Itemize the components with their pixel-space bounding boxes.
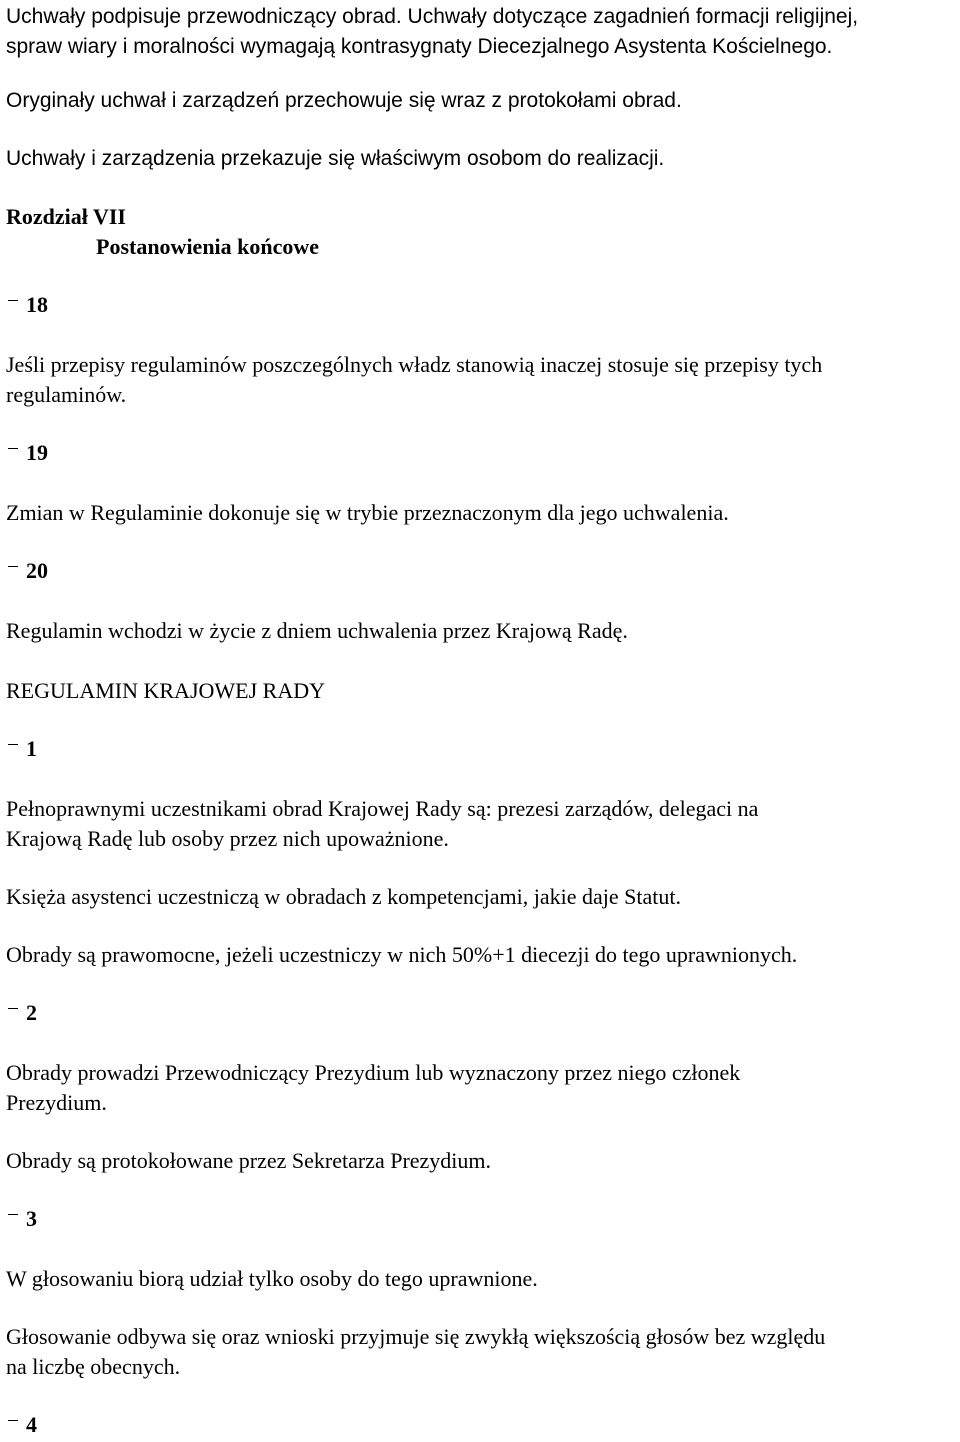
section-heading-4 — [6, 1410, 37, 1440]
section-number: 1 — [26, 736, 37, 761]
section-1-para-1-line-2: Krajową Radę lub osoby przez nich upoważnione. — [6, 826, 449, 851]
section-2-para-1-line-2: Prezydium. — [6, 1090, 107, 1115]
section-number: 2 — [26, 1000, 37, 1025]
section-heading-1 — [6, 734, 37, 764]
intro-line-3: Oryginały uchwał i zarządzeń przechowuje się wraz z protokołami obrad. — [6, 89, 682, 112]
section-20-text: Regulamin wchodzi w życie z dniem uchwalenia przez Krajową Radę. — [6, 618, 628, 643]
regulamin-title: REGULAMIN KRAJOWEJ RADY — [6, 678, 325, 703]
section-heading-20 — [6, 556, 48, 586]
section-heading-18 — [6, 290, 48, 320]
section-2-para-2: Obrady są protokołowane przez Sekretarza Prezydium. — [6, 1148, 492, 1173]
section-heading-19 — [6, 438, 48, 468]
section-1-para-3: Obrady są prawomocne, jeżeli uczestniczy w nich 50%+1 diecezji do tego uprawnionych. — [6, 942, 798, 967]
section-number: 3 — [26, 1206, 37, 1231]
chapter-subtitle: Postanowienia końcowe — [96, 234, 320, 259]
section-1-para-1-line-1: Pełnoprawnymi uczestnikami obrad Krajowej Rady są: prezesi zarządów, delegaci na — [6, 796, 759, 821]
section-2-para-1-line-1: Obrady prowadzi Przewodniczący Prezydium lub wyznaczony przez niego członek — [6, 1060, 741, 1085]
section-number: 18 — [26, 292, 48, 317]
section-3-para-1: W głosowaniu biorą udział tylko osoby do tego uprawnione. — [6, 1266, 538, 1291]
intro-line-1: Uchwały podpisuje przewodniczący obrad. Uchwały dotyczące zagadnień formacji religijnej, — [6, 5, 859, 28]
section-number: 19 — [26, 440, 48, 465]
section-18-text-line-1: Jeśli przepisy regulaminów poszczególnych władz stanowią inaczej stosuje się przepisy tych — [6, 352, 823, 377]
section-number: 20 — [26, 558, 48, 583]
section-18-text-line-2: regulaminów. — [6, 382, 127, 407]
section-1-para-2: Księża asystenci uczestniczą w obradach z kompetencjami, jakie daje Statut. — [6, 884, 681, 909]
section-heading-3 — [6, 1204, 37, 1234]
section-heading-2 — [6, 998, 37, 1028]
section-19-text: Zmian w Regulaminie dokonuje się w trybie przeznaczonym dla jego uchwalenia. — [6, 500, 729, 525]
section-number: 4 — [26, 1412, 37, 1437]
intro-line-4: Uchwały i zarządzenia przekazuje się właściwym osobom do realizacji. — [6, 147, 665, 170]
section-3-para-2-line-1: Głosowanie odbywa się oraz wnioski przyjmuje się zwykłą większością głosów bez względu — [6, 1324, 826, 1349]
section-3-para-2-line-2: na liczbę obecnych. — [6, 1354, 181, 1379]
chapter-title: Rozdział VII — [6, 204, 126, 229]
intro-line-2: spraw wiary i moralności wymagają kontrasygnaty Diecezjalnego Asystenta Kościelnego. — [6, 35, 833, 58]
